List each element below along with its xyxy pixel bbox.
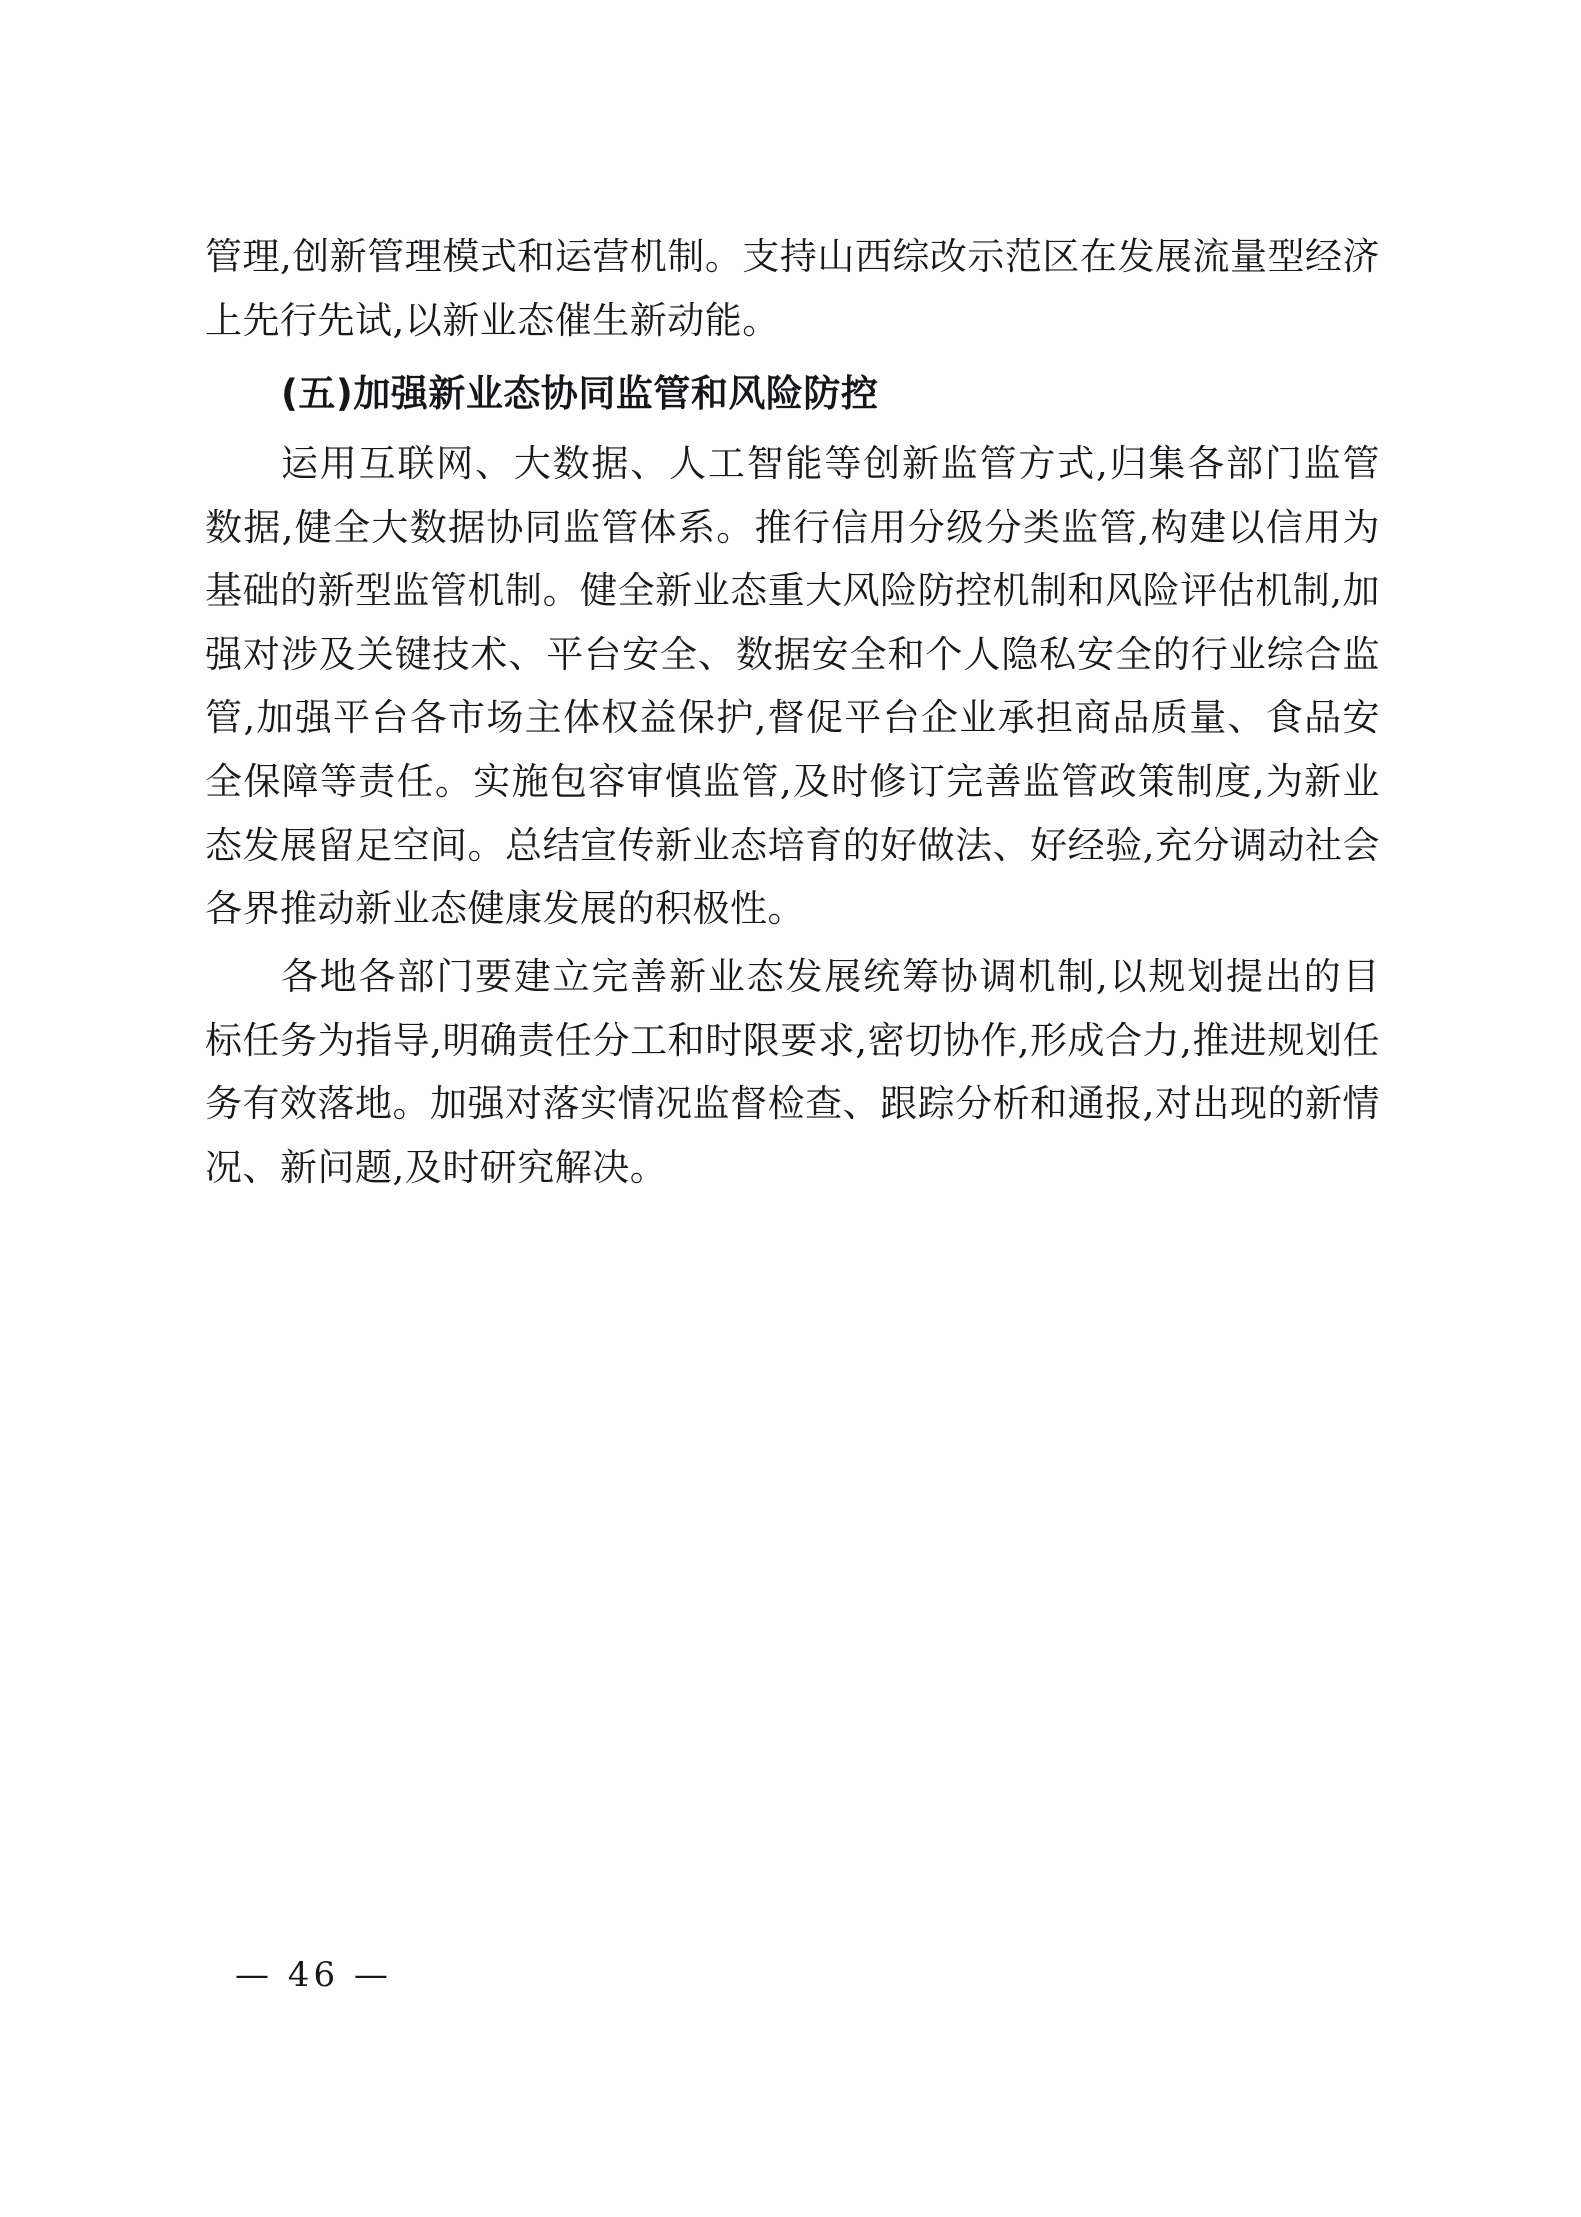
paragraph-coordination: 各地各部门要建立完善新业态发展统筹协调机制,以规划提出的目标任务为指导,明确责任分工和时限要求,密切协作,形成合力,推进规划任务有效落地。加强对落实情况监督检查、跟踪分析和通报,对出现的新情况、新问题,及时研究解决。 (205, 954, 1380, 1189)
paragraph-supervision: 运用互联网、大数据、人工智能等创新监管方式,归集各部门监管数据,健全大数据协同监管体系。推行信用分级分类监管,构建以信用为基础的新型监管机制。健全新业态重大风险防控机制和风险评估机制,加强对涉及关键技术、平台安全、数据安全和个人隐私安全的行业综合监管,加强平台各市场主体权益保护,督促平台企业承担商品质量、食品安全保障等责任。实施包容审慎监管,及时修订完善监管政策制度,为新业态发展留足空间。总结宣传新业态培育的好做法、好经验,充分调动社会各界推动新业态健康发展的积极性。 (205, 441, 1380, 931)
paragraph-continuation: 管理,创新管理模式和运营机制。支持山西综改示范区在发展流量型经济上先行先试,以新业态催生新动能。 (205, 235, 1380, 342)
page-body (205, 225, 1380, 1203)
section-heading: (五)加强新业态协同监管和风险防控 (281, 372, 879, 416)
page-number: — 46 — (235, 1955, 392, 1995)
page-footer (0, 1955, 1581, 1995)
